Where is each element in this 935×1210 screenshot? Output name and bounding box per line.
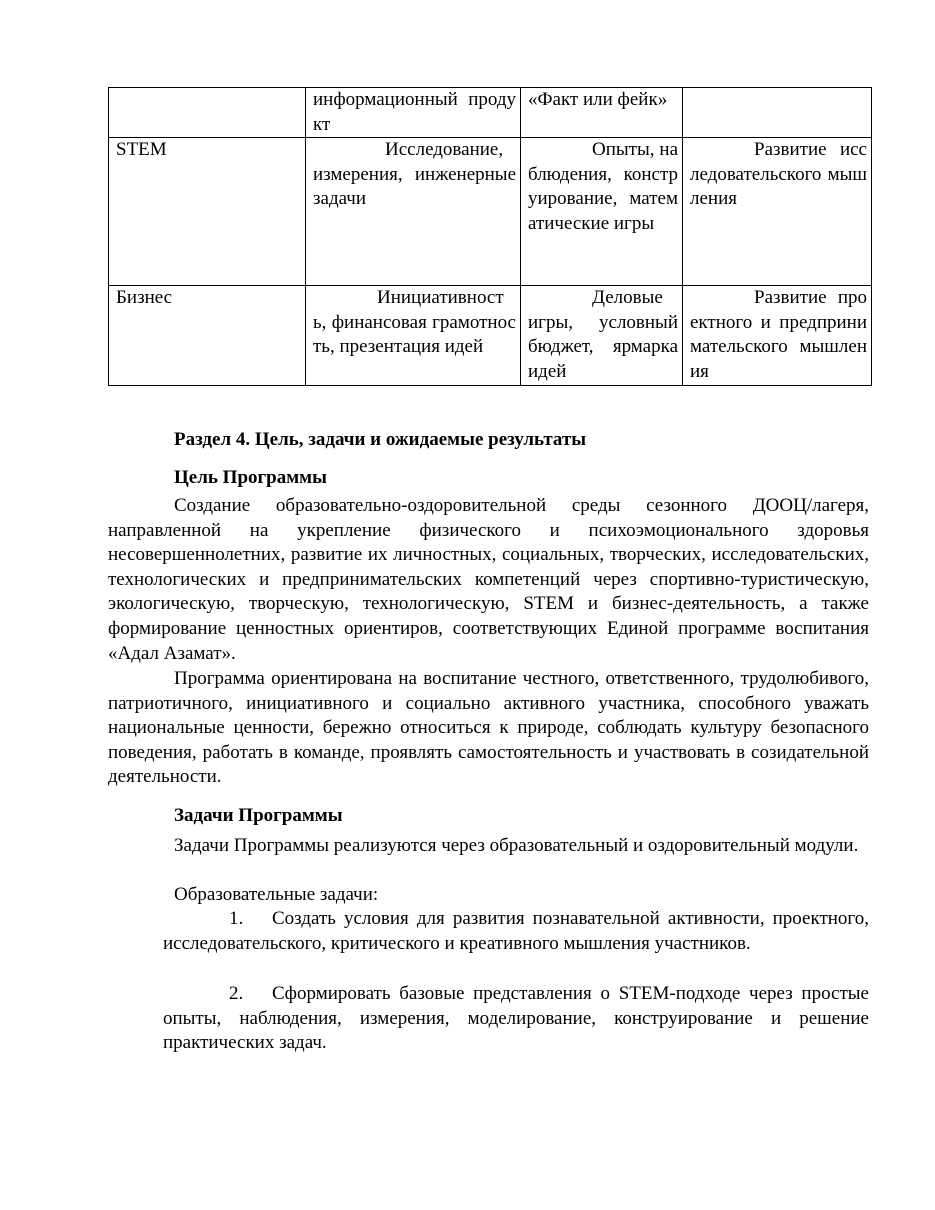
goal-paragraph: Создание образовательно-оздоровительной среды сезонного ДООЦ/лагеря, направленной на укрепление физического и психоэмоционального здоровья несовершеннолетних, развитие их личностных, социальных, творческих, исследовательских, технологических и предпринимательских компетенций через спортивно-туристическую, экологическую, творческую, технологическую, STEM и бизнес-деятельность, а также формирование ценностных ориентиров, соответствующих Единой программе воспитания «Адал Азамат». <box>108 495 869 664</box>
table-row <box>109 138 872 286</box>
edu-tasks-label: Образовательные задачи: <box>174 884 379 905</box>
goal-paragraph: Программа ориентирована на воспитание честного, ответственного, трудолюбивого, патриотичного, инициативного и социально активного участника, способного уважать национальные ценности, бережно относиться к природе, соблюдать культуру безопасного поведения, работать в команде, проявлять самостоятельность и участвовать в созидательной деятельности. <box>108 668 869 788</box>
table-cell-content: Исследование, измерения, инженерные задачи <box>306 138 521 286</box>
table-cell-content: Инициативность, финансовая грамотность, презентация идей <box>306 286 521 385</box>
table-cell-content: информационный продукт <box>306 88 521 138</box>
table-cell-result: Развитие исследовательского мышления <box>683 138 872 286</box>
table-cell-forms: «Факт или фейк» <box>521 88 683 138</box>
list-item-text: Создать условия для развития познавательной активности, проектного, исследовательского, критического и креативного мышления участников. <box>163 908 869 954</box>
table-cell-direction: STEM <box>109 138 306 286</box>
section-title: Раздел 4. Цель, задачи и ожидаемые результаты <box>174 429 587 450</box>
table-cell-direction: Бизнес <box>109 286 306 385</box>
table-cell-result: Развитие проектного и предпринимательского мышления <box>683 286 872 385</box>
table-row <box>109 286 872 385</box>
table-row <box>109 88 872 138</box>
list-item-number: 1. <box>229 908 244 929</box>
list-item-text: Сформировать базовые представления о STEM-подходе через простые опыты, наблюдения, измерения, моделирование, конструирование и решение практических задач. <box>163 983 869 1054</box>
program-directions-table <box>108 87 872 386</box>
table-cell-forms: Опыты, наблюдения, конструирование, математические игры <box>521 138 683 286</box>
table-cell-direction <box>109 88 306 138</box>
table-cell-forms: Деловые игры, условный бюджет, ярмарка идей <box>521 286 683 385</box>
list-item-number: 2. <box>229 983 244 1004</box>
table-cell-result <box>683 88 872 138</box>
tasks-heading: Задачи Программы <box>174 805 343 826</box>
tasks-intro-paragraph: Задачи Программы реализуются через образовательный и оздоровительный модули. <box>174 835 859 856</box>
list-item <box>163 907 869 956</box>
list-item <box>163 982 869 1056</box>
goal-heading: Цель Программы <box>174 467 327 488</box>
